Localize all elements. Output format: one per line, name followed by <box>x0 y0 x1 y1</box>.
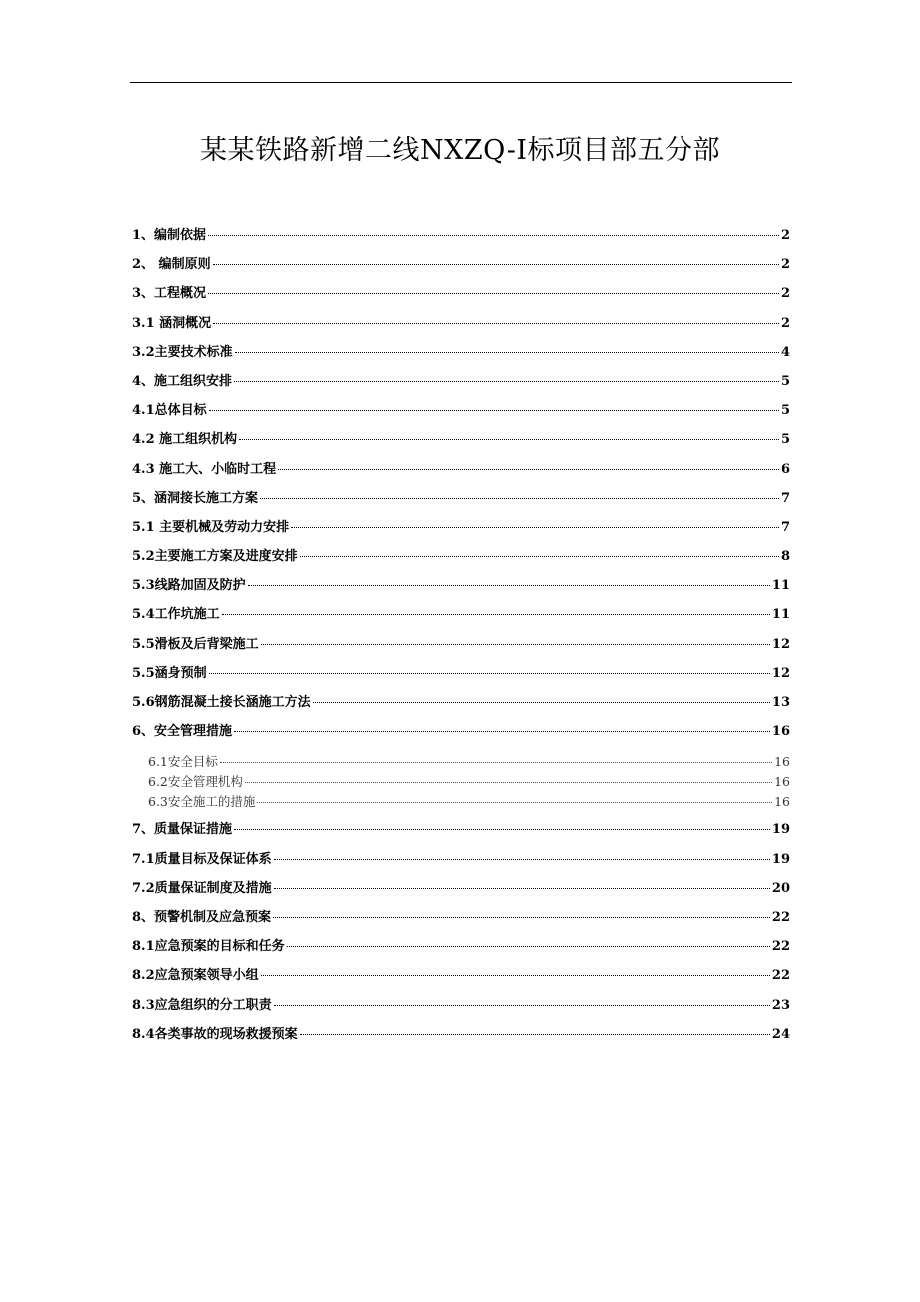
toc-entry[interactable] <box>132 848 790 877</box>
toc-entry-label: 8.1应急预案的目标和任务 <box>132 939 285 955</box>
toc-dot-leader <box>273 917 770 918</box>
toc-dot-leader <box>220 762 772 763</box>
toc-dot-leader <box>208 293 779 294</box>
toc-entry-label: 3.2主要技术标准 <box>132 344 233 360</box>
toc-entry-label: 5.1 主要机械及劳动力安排 <box>132 519 290 535</box>
toc-entry-label: 2、 编制原则 <box>132 257 211 273</box>
toc-entry-label: 6.1安全目标 <box>148 754 218 770</box>
toc-entry[interactable] <box>132 633 790 662</box>
toc-entry[interactable] <box>132 691 790 720</box>
table-of-contents <box>132 224 790 1052</box>
toc-entry[interactable] <box>132 399 790 428</box>
toc-entry-label: 8、预警机制及应急预案 <box>132 909 272 925</box>
toc-entry-label: 3、工程概况 <box>132 286 207 302</box>
toc-entry[interactable] <box>132 312 790 341</box>
toc-entry-page-number: 2 <box>780 228 790 243</box>
toc-entry-page-number: 22 <box>771 909 790 925</box>
toc-entry-label: 5.4工作坑施工 <box>132 607 220 623</box>
toc-dot-leader <box>235 352 779 353</box>
toc-entry-page-number: 16 <box>771 724 790 740</box>
toc-entry-page-number: 12 <box>771 665 790 681</box>
toc-entry[interactable] <box>132 935 790 964</box>
toc-entry[interactable] <box>132 603 790 632</box>
toc-entry-page-number: 5 <box>780 403 790 419</box>
toc-entry-label: 5.5滑板及后背梁施工 <box>132 636 259 652</box>
toc-entry-label: 4.1总体目标 <box>132 403 207 419</box>
toc-entry-label: 8.2应急预案领导小组 <box>132 968 259 984</box>
toc-entry[interactable] <box>132 752 790 772</box>
toc-dot-leader <box>260 498 779 499</box>
toc-entry-label: 6.3安全施工的措施 <box>148 794 256 810</box>
toc-entry-label: 4.3 施工大、小临时工程 <box>132 461 277 477</box>
toc-dot-leader <box>222 614 770 615</box>
toc-entry[interactable] <box>132 574 790 603</box>
toc-dot-leader <box>278 469 779 470</box>
toc-entry-page-number: 23 <box>771 997 790 1013</box>
toc-dot-leader <box>234 381 779 382</box>
toc-entry-page-number: 2 <box>780 257 790 273</box>
toc-dot-leader <box>239 439 779 440</box>
toc-entry[interactable] <box>132 282 790 311</box>
toc-entry[interactable] <box>132 662 790 691</box>
toc-entry[interactable] <box>132 341 790 370</box>
toc-dot-leader <box>274 1005 770 1006</box>
toc-dot-leader <box>245 782 772 783</box>
toc-entry[interactable] <box>132 224 790 253</box>
toc-entry-label: 4、施工组织安排 <box>132 373 233 389</box>
toc-dot-leader <box>234 829 770 830</box>
toc-entry-page-number: 11 <box>771 578 790 594</box>
toc-entry-label: 8.4各类事故的现场救援预案 <box>132 1026 298 1042</box>
toc-dot-leader <box>213 264 779 265</box>
toc-dot-leader <box>213 323 779 324</box>
toc-entry-label: 5.6钢筋混凝土接长涵施工方法 <box>132 695 311 710</box>
toc-entry-page-number: 16 <box>774 794 790 810</box>
header-rule <box>130 82 792 83</box>
toc-entry-page-number: 22 <box>771 939 790 955</box>
toc-entry-page-number: 6 <box>780 461 790 477</box>
toc-entry-page-number: 13 <box>771 695 790 710</box>
toc-dot-leader <box>313 702 770 703</box>
toc-entry-label: 1、编制依据 <box>132 228 207 243</box>
toc-entry-label: 5.5涵身预制 <box>132 665 207 681</box>
toc-entry-page-number: 16 <box>774 774 790 790</box>
toc-entry-page-number: 7 <box>780 519 790 535</box>
toc-entry-page-number: 2 <box>780 286 790 302</box>
toc-dot-leader <box>234 731 770 732</box>
toc-entry[interactable] <box>132 877 790 906</box>
toc-dot-leader <box>287 946 770 947</box>
toc-entry-page-number: 24 <box>771 1026 790 1042</box>
toc-entry[interactable] <box>132 428 790 457</box>
toc-entry[interactable] <box>132 818 790 847</box>
toc-entry-label: 3.1 涵洞概况 <box>132 315 212 331</box>
toc-dot-leader <box>274 888 770 889</box>
toc-entry-label: 5.3线路加固及防护 <box>132 578 246 594</box>
toc-dot-leader <box>261 644 770 645</box>
toc-dot-leader <box>209 673 770 674</box>
toc-entry-page-number: 20 <box>771 880 790 896</box>
toc-dot-leader <box>257 802 772 803</box>
toc-entry[interactable] <box>132 792 790 812</box>
toc-entry-label: 5.2主要施工方案及进度安排 <box>132 549 298 565</box>
toc-dot-leader <box>300 1034 770 1035</box>
toc-entry-page-number: 2 <box>780 315 790 331</box>
toc-entry[interactable] <box>132 720 790 749</box>
toc-entry-page-number: 5 <box>780 432 790 448</box>
toc-entry[interactable] <box>132 516 790 545</box>
toc-entry-page-number: 7 <box>780 490 790 506</box>
toc-entry-page-number: 4 <box>780 344 790 360</box>
toc-entry[interactable] <box>132 1023 790 1052</box>
toc-entry[interactable] <box>132 253 790 282</box>
toc-entry-label: 8.3应急组织的分工职责 <box>132 997 272 1013</box>
toc-dot-leader <box>291 527 779 528</box>
toc-entry-page-number: 5 <box>780 373 790 389</box>
toc-dot-leader <box>208 235 779 236</box>
document-title: 某某铁路新增二线NXZQ-I标项目部五分部 <box>199 135 721 166</box>
toc-dot-leader <box>209 410 779 411</box>
toc-entry-page-number: 19 <box>771 851 790 867</box>
toc-entry-page-number: 8 <box>780 549 790 565</box>
toc-entry[interactable] <box>132 964 790 993</box>
toc-dot-leader <box>300 556 779 557</box>
toc-entry-label: 6.2安全管理机构 <box>148 774 243 790</box>
toc-entry-label: 4.2 施工组织机构 <box>132 432 238 448</box>
toc-entry-label: 7、质量保证措施 <box>132 822 233 838</box>
toc-entry-label: 5、涵洞接长施工方案 <box>132 490 259 506</box>
toc-dot-leader <box>274 859 770 860</box>
toc-entry[interactable] <box>132 772 790 792</box>
toc-entry[interactable] <box>132 545 790 574</box>
toc-entry-label: 6、安全管理措施 <box>132 724 233 740</box>
toc-entry-label: 7.2质量保证制度及措施 <box>132 880 272 896</box>
toc-dot-leader <box>261 975 770 976</box>
toc-entry-label: 7.1质量目标及保证体系 <box>132 851 272 867</box>
toc-entry[interactable] <box>132 906 790 935</box>
toc-entry-page-number: 22 <box>771 968 790 984</box>
toc-entry[interactable] <box>132 458 790 487</box>
toc-dot-leader <box>248 585 770 586</box>
toc-entry[interactable] <box>132 994 790 1023</box>
toc-entry[interactable] <box>132 370 790 399</box>
toc-entry-page-number: 19 <box>771 822 790 838</box>
toc-entry-page-number: 12 <box>771 636 790 652</box>
toc-entry[interactable] <box>132 487 790 516</box>
toc-entry-page-number: 16 <box>774 754 790 770</box>
toc-entry-page-number: 11 <box>771 607 790 623</box>
